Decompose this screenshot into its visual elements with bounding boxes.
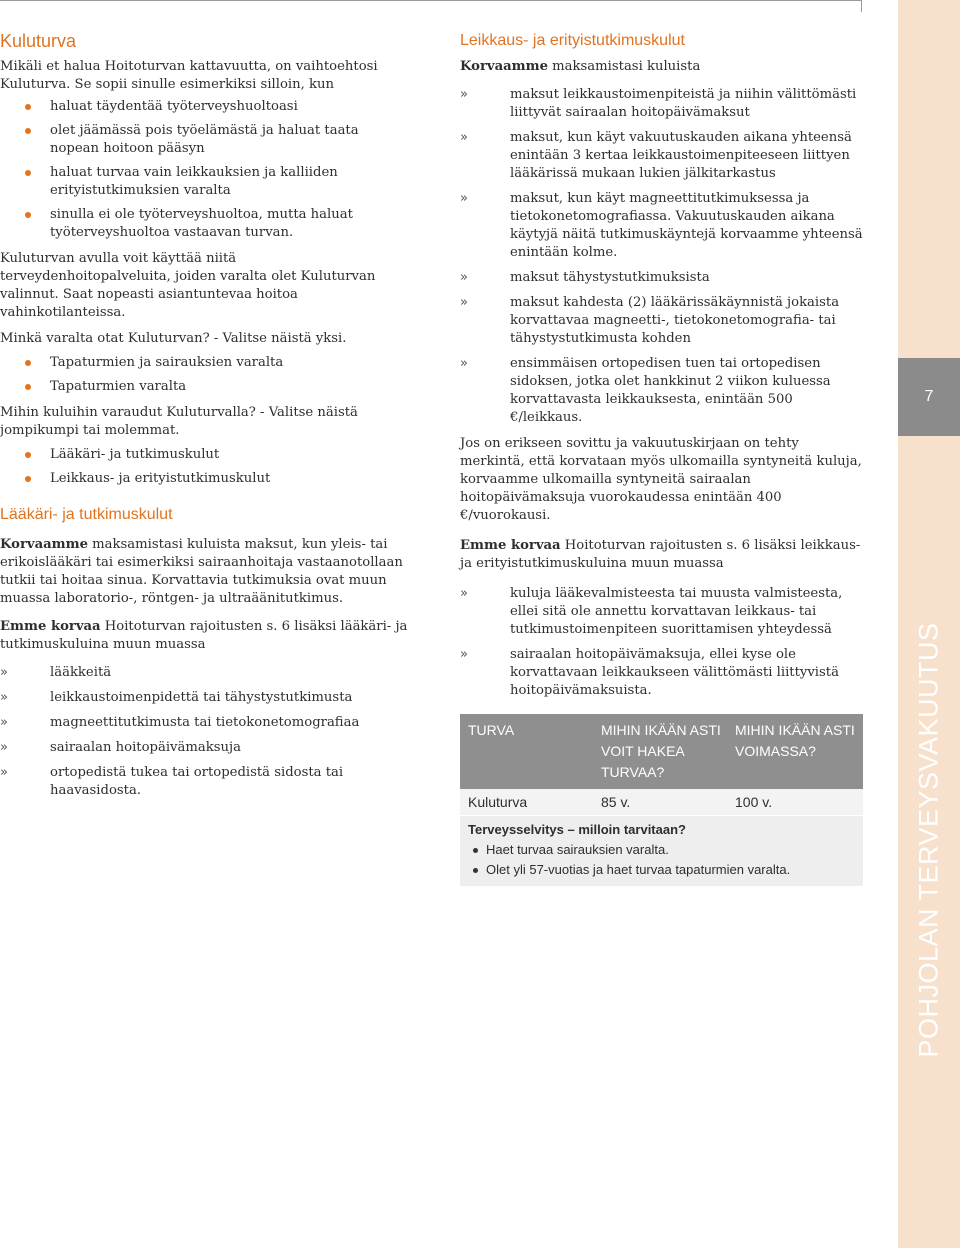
table-cell: 85 v.: [601, 794, 631, 810]
kuluturva-suitability-list: [0, 98, 410, 242]
bullet-dot-icon: [473, 848, 478, 853]
list-item: » ortopedistä tukea tai ortopedistä sidosta tai haavasidosta.: [0, 765, 344, 798]
bullet-dot-icon: [25, 170, 31, 176]
double-chevron-icon: »: [460, 647, 468, 662]
table-header-cell: MIHIN IKÄÄN ASTI VOIMASSA?: [735, 722, 855, 759]
list-item: » sairaalan hoitopäivämaksuja: [0, 740, 241, 755]
leikkaus-covered-list: [460, 86, 865, 427]
bullet-dot-icon: [25, 212, 31, 218]
laakari-heading: Lääkäri- ja tutkimuskulut: [0, 506, 173, 523]
age-limits-table: [460, 714, 863, 886]
list-item: » maksut kahdesta (2) lääkärissäkäynnistä jokaista korvattavaa magneetti-, tietokonetomografia- tai tähystystutkimusta kohden: [460, 295, 840, 346]
double-chevron-icon: »: [460, 356, 468, 371]
page-number: 7: [898, 358, 960, 436]
list-item: » lääkkeitä: [0, 665, 112, 680]
top-rule: [0, 0, 862, 1]
list-item: Olet yli 57-vuotias ja haet turvaa tapaturmien varalta.: [468, 860, 855, 880]
list-item: Tapaturmien varalta: [0, 378, 410, 396]
list-item: » leikkaustoimenpidettä tai tähystystutkimusta: [0, 690, 353, 705]
list-item: Leikkaus- ja erityistutkimuskulut: [0, 470, 410, 488]
list-item: » kuluja lääkevalmisteesta tai muusta valmisteesta, ellei sitä ole annettu korvattavan leikkaus- tai tutkimustoimenpiteen suorittamisen yhteydessä: [460, 586, 843, 637]
kuluturva-heading: Kuluturva: [0, 31, 77, 51]
bullet-dot-icon: [25, 384, 31, 390]
double-chevron-icon: »: [460, 586, 468, 601]
list-item: » maksut, kun käyt magneettitutkimuksessa ja tietokonetomografiassa. Vakuutuskauden aikana käytyjä näitä tutkimuskäyntejä korvaamme yhteensä enintään kolme.: [460, 191, 863, 260]
laakari-exclusions-intro: Emme korvaa Hoitoturvan rajoitusten s. 6 lisäksi lääkäri- ja tutkimuskuluina muun muassa: [0, 619, 408, 652]
cost-type-options: [0, 446, 410, 488]
list-item: Lääkäri- ja tutkimuskulut: [0, 446, 410, 464]
list-item: » sairaalan hoitopäivämaksuja, ellei kyse ole korvattavaan leikkaukseen välittömästi liittyvistä hoitopäivämaksuista.: [460, 647, 839, 698]
kuluturva-paragraph: Kuluturvan avulla voit käyttää niitä terveydenhoitopalveluita, joiden varalta olet Kuluturvan valinnut. Saat nopeasti asiantuntevaa hoitoa vahinkotilanteissa.: [0, 251, 376, 320]
bullet-dot-icon: [25, 128, 31, 134]
leikkaus-heading: Leikkaus- ja erityistutkimuskulut: [460, 32, 685, 49]
kuluturva-intro: Mikäli et halua Hoitoturvan kattavuutta, on vaihtoehtosi Kuluturva. Se sopii sinulle esimerkiksi silloin, kun: [0, 59, 378, 92]
bullet-dot-icon: [473, 868, 478, 873]
question-cover-type: Minkä varalta otat Kuluturvan? - Valitse näistä yksi.: [0, 331, 347, 346]
double-chevron-icon: »: [0, 740, 8, 755]
right-column: [460, 30, 865, 886]
double-chevron-icon: »: [0, 765, 8, 780]
list-item: haluat turvaa vain leikkauksien ja kalliiden erityistutkimuksien varalta: [0, 164, 410, 200]
table-cell: 100 v.: [735, 794, 773, 810]
double-chevron-icon: »: [460, 191, 468, 206]
double-chevron-icon: »: [0, 690, 8, 705]
note-list: [468, 840, 855, 880]
abroad-paragraph: Jos on erikseen sovittu ja vakuutuskirjaan on tehty merkintä, että korvataan myös ulkomailla syntyneitä kuluja, korvaamme ulkomailla syntyneitä sairaalan hoitopäivämaksuja vuorokaudessa enintään 400 €/vuorokausi.: [460, 436, 862, 523]
bullet-dot-icon: [25, 476, 31, 482]
laakari-paragraph: Korvaamme maksamistasi kuluista maksut, kun yleis- tai erikoislääkäri tai esimerkiksi sairaanhoitaja vastaanotollaan tutkii tai hoitaa sinua. Korvattavia tutkimuksia ovat muun muassa laboratorio-, röntgen- ja ultraäänitutkimus.: [0, 537, 403, 606]
table-cell: Kuluturva: [468, 794, 528, 810]
list-item: Tapaturmien ja sairauksien varalta: [0, 354, 410, 372]
leikkaus-exclusions-list: [460, 585, 865, 700]
list-item: » maksut, kun käyt vakuutuskauden aikana yhteensä enintään 3 kertaa leikkaustoimenpiteeseen liittyen lääkärissä mukaan lukien jälkitarkastus: [460, 130, 852, 181]
list-item: haluat täydentää työterveyshuoltoasi: [0, 98, 410, 116]
list-item: olet jäämässä pois työelämästä ja haluat taata nopean hoitoon pääsyn: [0, 122, 410, 158]
note-title: Terveysselvitys – milloin tarvitaan?: [468, 822, 686, 837]
table-header-cell: MIHIN IKÄÄN ASTI VOIT HAKEA TURVAA?: [601, 722, 721, 780]
table-row: [460, 789, 863, 815]
list-item: » maksut tähystystutkimuksista: [460, 270, 710, 285]
double-chevron-icon: »: [460, 295, 468, 310]
left-column: [0, 30, 410, 808]
question-cost-type: Mihin kuluihin varaudut Kuluturvalla? - Valitse näistä jompikumpi tai molemmat.: [0, 405, 358, 438]
bullet-dot-icon: [25, 360, 31, 366]
table-header-cell: TURVA: [468, 722, 515, 738]
double-chevron-icon: »: [460, 270, 468, 285]
list-item: sinulla ei ole työterveyshuoltoa, mutta haluat työterveyshuoltoa vastaavan turvan.: [0, 206, 410, 242]
leikkaus-exclusions-intro: Emme korvaa Hoitoturvan rajoitusten s. 6 lisäksi leikkaus- ja erityistutkimuskuluina muun muassa: [460, 538, 861, 571]
double-chevron-icon: »: [460, 87, 468, 102]
leikkaus-intro: Korvaamme maksamistasi kuluista: [460, 59, 701, 74]
list-item: » maksut leikkaustoimenpiteistä ja niihin välittömästi liittyvät sairaalan hoitopäivämaksut: [460, 87, 857, 120]
top-rule-tick: [861, 0, 862, 12]
bullet-dot-icon: [25, 104, 31, 110]
double-chevron-icon: »: [0, 715, 8, 730]
double-chevron-icon: »: [460, 130, 468, 145]
health-statement-note: [460, 815, 863, 886]
bullet-dot-icon: [25, 452, 31, 458]
list-item: » ensimmäisen ortopedisen tuen tai ortopedisen sidoksen, jotka olet hankkinut 2 viikon kuluessa korvattavasta leikkauksesta, enintään 500 €/leikkaus.: [460, 356, 831, 425]
list-item: Haet turvaa sairauksien varalta.: [468, 840, 855, 860]
cover-type-options: [0, 354, 410, 396]
list-item: » magneettitutkimusta tai tietokonetomografiaa: [0, 715, 360, 730]
double-chevron-icon: »: [0, 665, 8, 680]
side-title: POHJOLAN TERVEYSVAKUUTUS: [913, 622, 944, 1058]
table-header-row: [460, 714, 863, 789]
laakari-exclusions-list: [0, 664, 410, 800]
